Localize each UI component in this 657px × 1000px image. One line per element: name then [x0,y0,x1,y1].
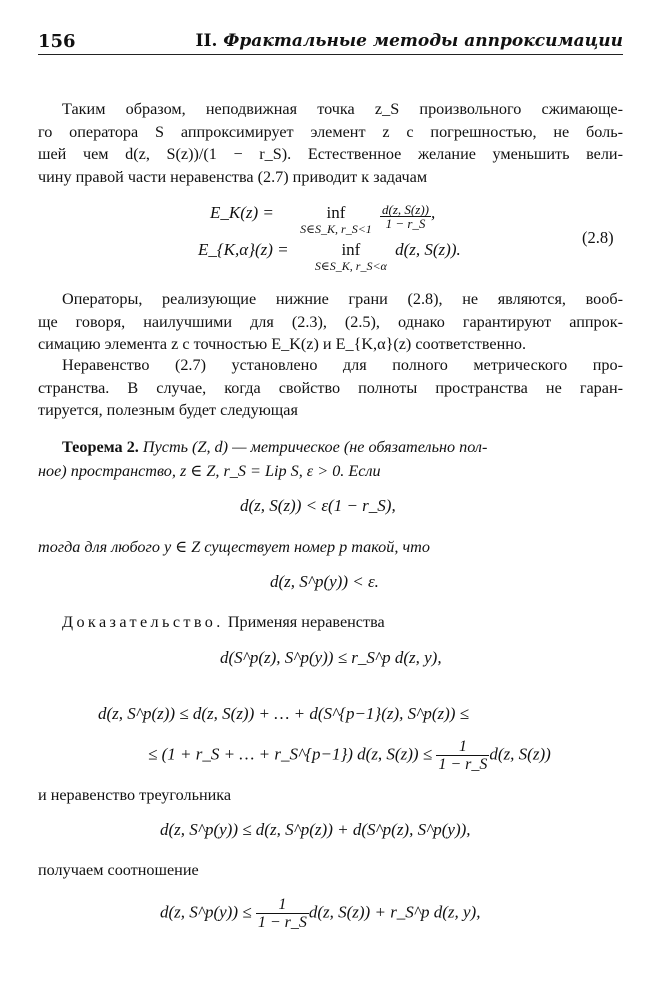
eq-line1-limit: S∈S_K, r_S<1 [300,222,372,236]
paragraph-3-line-2: странства. В случае, когда свойство полноты пространства не гаран- [38,378,623,397]
paragraph-3 [38,354,623,422]
eq-line2-limit: S∈S_K, r_S<α [314,259,387,273]
proof-formula-4 [160,896,480,931]
theorem-line-3: тогда для любого y ∈ Z существует номер p такой, что [38,538,430,556]
paragraph-2-line-3: симацию элемента z с точностью E_K(z) и E_{K,α}(z) соответственно. [38,335,527,353]
paragraph-1-line-2: го оператора S аппроксимирует элемент z с погрешностью, не боль- [38,122,623,141]
equation-2-8-line-2 [198,240,461,272]
paragraph-2 [38,288,623,356]
eq-line1-num: d(z, S(z)) [382,202,429,217]
eq-line1-lhs: E_K(z) = [210,203,274,222]
proof-formula-4a: d(z, S^p(y)) ≤ [160,902,252,922]
eq-line2-op: inf [341,240,361,259]
paragraph-2-line-2: ще говоря, наилучшими для (2.3), (2.5), однако гарантируют аппрок- [38,312,623,331]
eq-line1-den: 1 − r_S [385,216,426,231]
page-number: 156 [38,31,76,52]
theorem-formula-2: d(z, S^p(y)) < ε. [270,572,379,591]
page-header [38,28,623,55]
proof-text-2: и неравенство треугольника [38,786,232,804]
running-title [196,31,623,51]
chapter-title: Фрактальные методы аппроксимации [223,31,623,51]
proof-formula-2-line-1: d(z, S^p(z)) ≤ d(z, S(z)) + … + d(S^{p−1}(z), S^p(z)) ≤ [98,704,470,723]
paragraph-3-line-1: Неравенство (2.7) установлено для полного метрического про- [62,356,623,374]
proof-formula-2-line-2b: d(z, S(z)) [489,744,551,764]
paragraph-1 [38,98,623,188]
theorem-line-3-wrap [38,535,430,559]
paragraph-3-line-3: тируется, полезным будет следующая [38,401,298,419]
theorem-line-2: ное) пространство, z ∈ Z, r_S = Lip S, ε > 0. Если [38,462,381,480]
proof-formula-4-num: 1 [256,896,309,914]
paragraph-1-line-1: Таким образом, неподвижная точка z_S произвольного сжимающе- [62,100,623,118]
proof-heading [62,610,385,634]
paragraph-2-line-1: Операторы, реализующие нижние грани (2.8), не являются, вооб- [62,290,623,308]
paragraph-1-line-4: чину правой части неравенства (2.7) приводит к задачам [38,167,428,186]
proof-formula-2-line-2a: ≤ (1 + r_S + … + r_S^{p−1}) d(z, S(z)) ≤ [148,744,433,764]
equation-number: (2.8) [582,228,614,247]
proof-formula-1: d(S^p(z), S^p(y)) ≤ r_S^p d(z, y), [220,648,442,667]
proof-formula-2-den: 1 − r_S [438,756,488,773]
proof-formula-2-num: 1 [436,738,489,756]
chapter-number: II. [195,31,218,51]
theorem-label: Теорема 2. [62,438,139,456]
eq-line2-rhs: d(z, S(z)). [395,240,461,259]
theorem-2 [38,435,623,483]
proof-intro: Применяя неравенства [227,613,385,631]
equation-2-8-line-1: E_K(z) = inf S∈S_K, r_S<1 $\frac{d(z, S(z))}{1 - r\_S}$ , [210,202,436,236]
proof-formula-2-line-2 [148,738,551,773]
proof-formula-4b: d(z, S(z)) + r_S^p d(z, y), [308,902,481,922]
eq-line2-lhs: E_{K,α}(z) = [198,240,289,259]
paragraph-1-line-3: шей чем d(z, S(z))/(1 − r_S). Естественное желание уменьшить вели- [38,145,623,163]
proof-label: Доказательство. [62,613,224,631]
theorem-line-1: Пусть (Z, d) — метрическое (не обязательно пол- [142,438,488,456]
theorem-formula-1: d(z, S(z)) < ε(1 − r_S), [240,496,396,515]
eq-line1-op: inf [326,203,346,222]
proof-formula-3: d(z, S^p(y)) ≤ d(z, S^p(z)) + d(S^p(z), S^p(y)), [160,820,471,839]
proof-formula-4-den: 1 − r_S [257,914,307,931]
proof-text-3: получаем соотношение [38,861,199,879]
